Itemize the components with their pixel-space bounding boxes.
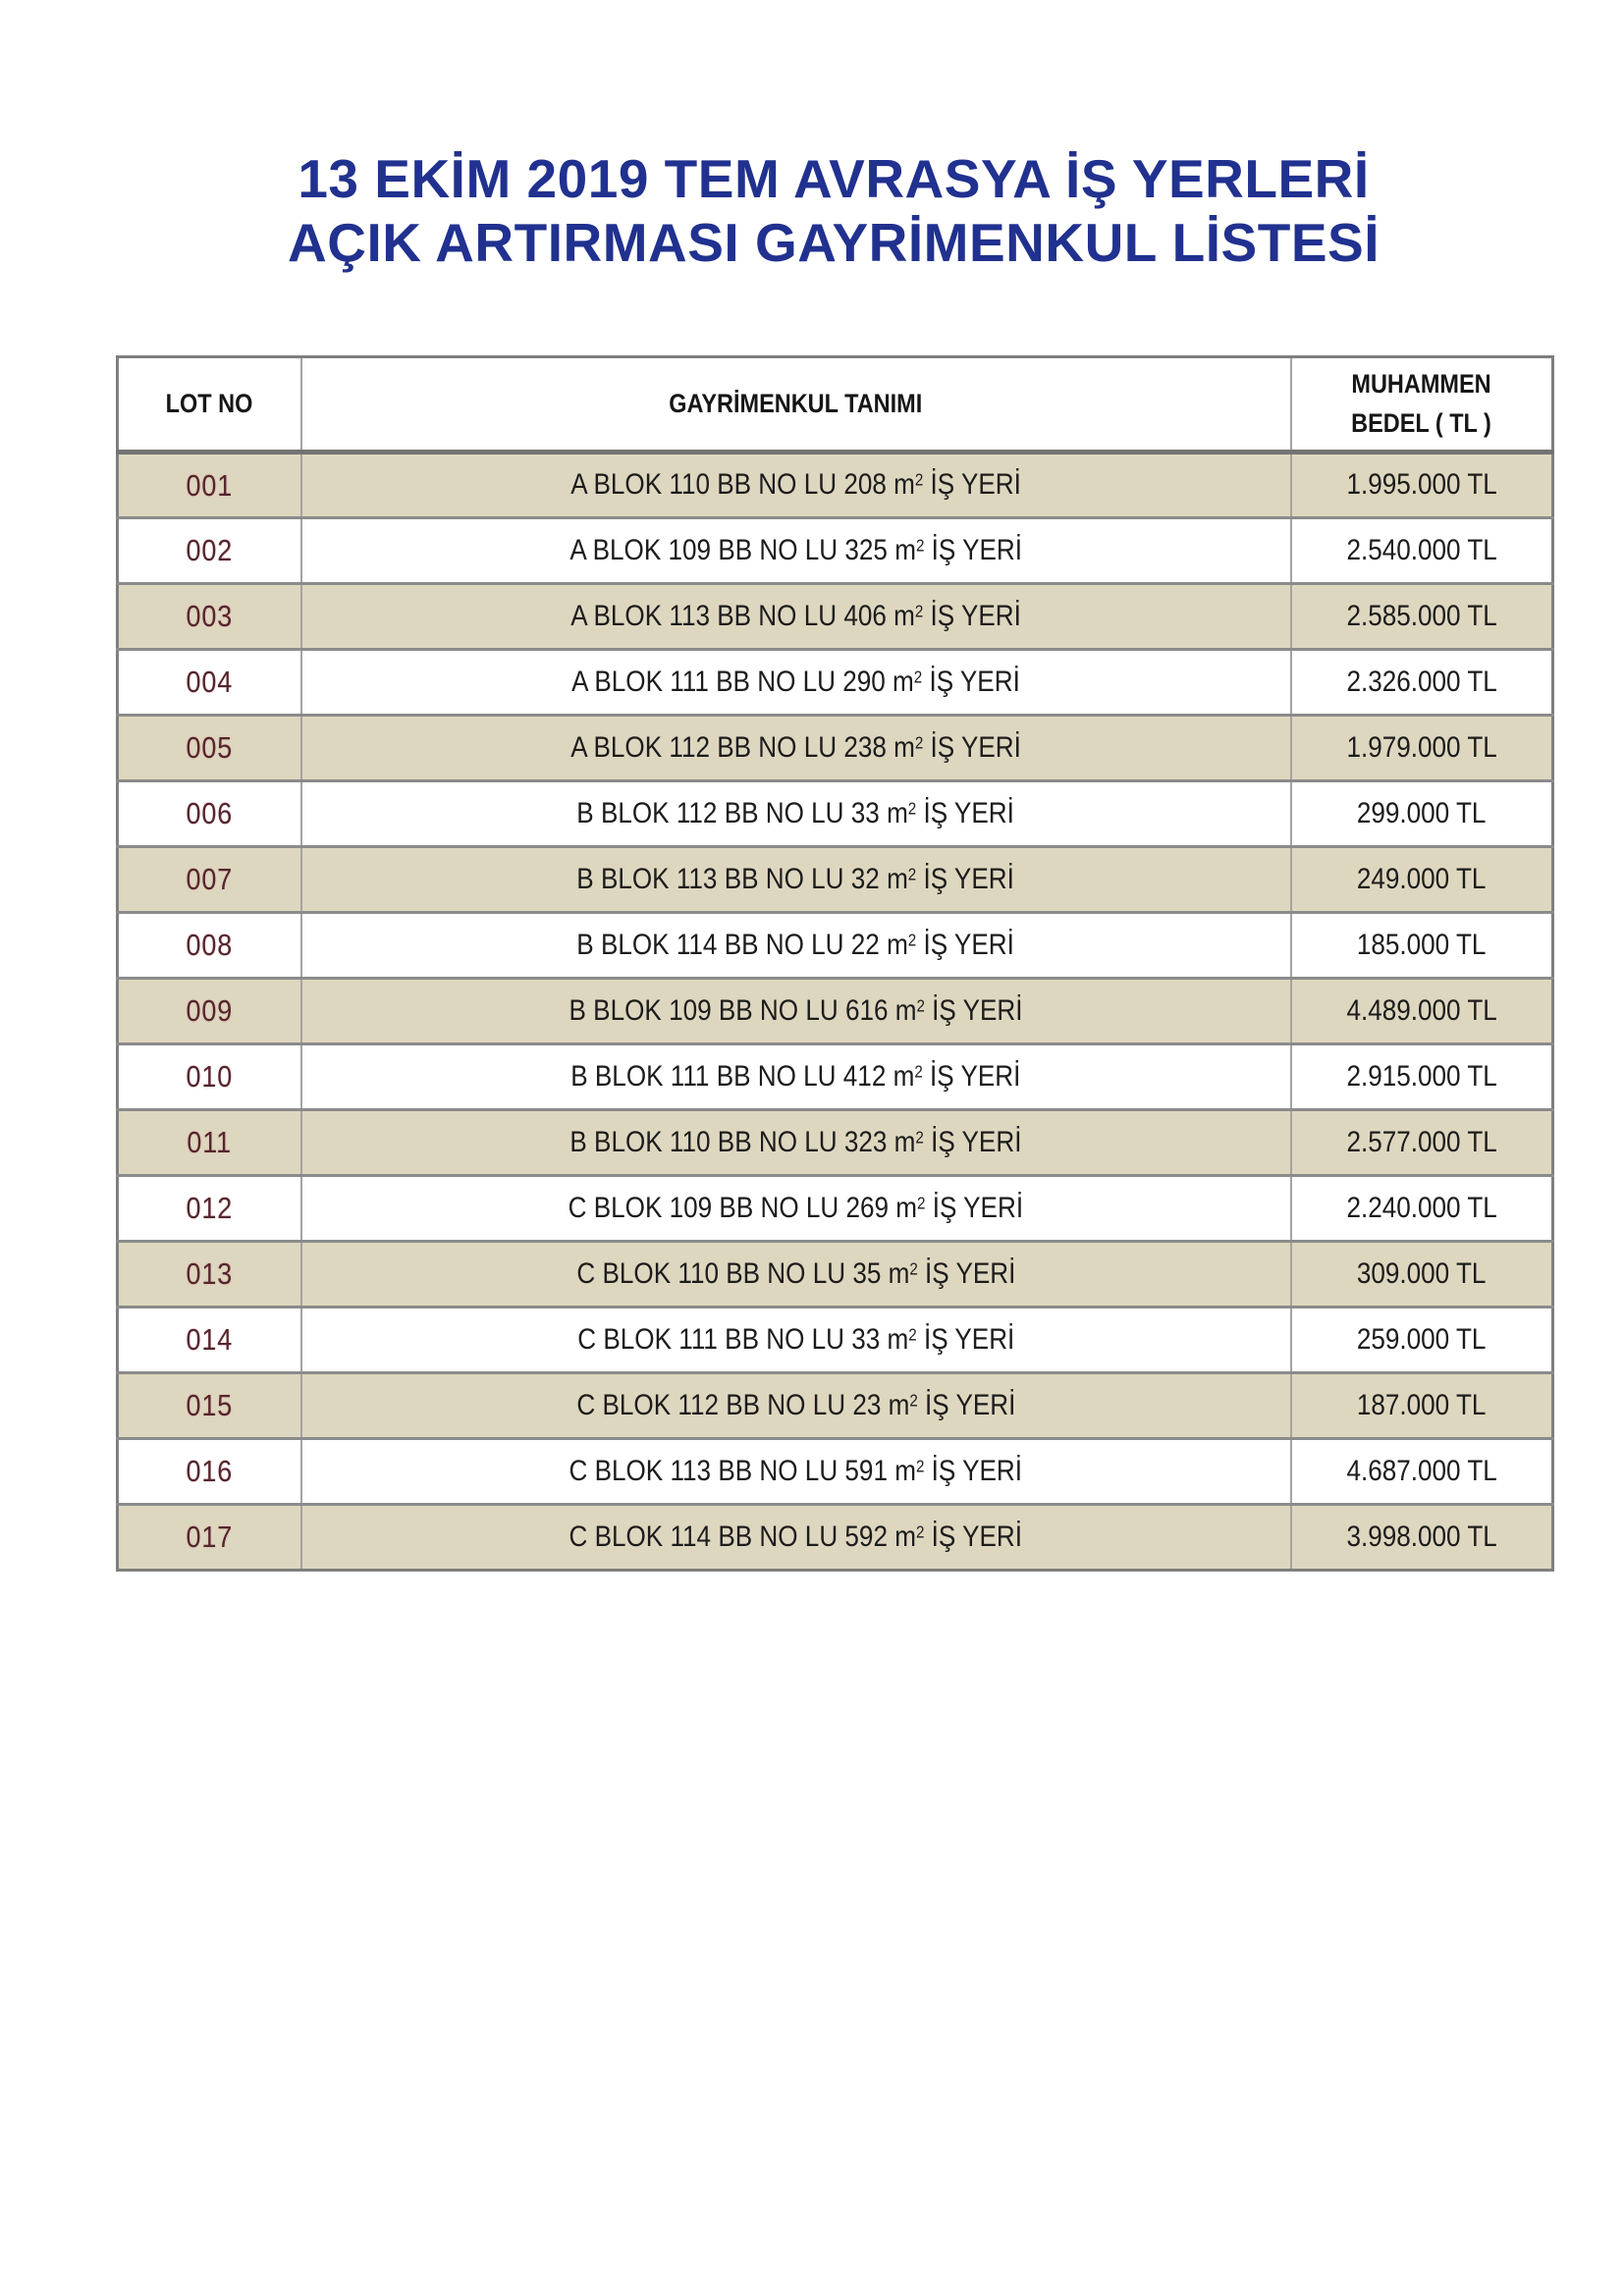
table-row [118, 1308, 1553, 1373]
property-description-cell [301, 1044, 1291, 1110]
property-description-cell [301, 1439, 1291, 1505]
lot-number: 013 [186, 1256, 234, 1291]
lot-number: 001 [186, 467, 234, 503]
square-meter-superscript: 2 [914, 601, 924, 621]
appraisal-value: 3.998.000 TL [1346, 1520, 1497, 1553]
title-line-1: 13 EKİM 2019 TEM AVRASYA İŞ YERLERİ [298, 148, 1370, 209]
column-header-muhammen-bedel [1291, 357, 1553, 453]
lot-number: 014 [186, 1322, 234, 1357]
appraisal-value: 2.240.000 TL [1346, 1191, 1497, 1224]
property-description-cell [301, 913, 1291, 979]
property-description-cell [301, 1242, 1291, 1308]
property-description: B BLOK 112 BB NO LU 33 $m^2$ İŞ YERİ [576, 796, 1015, 829]
property-description: A BLOK 112 BB NO LU 238 $m^2$ İŞ YERİ [570, 730, 1021, 764]
table-row [118, 1505, 1553, 1571]
appraisal-value: 259.000 TL [1356, 1322, 1487, 1356]
appraisal-value: 1.995.000 TL [1346, 468, 1497, 502]
table-row [118, 584, 1553, 650]
document-title [116, 147, 1551, 275]
appraisal-value: 4.489.000 TL [1346, 993, 1497, 1027]
lot-number-cell [118, 584, 301, 650]
property-description-cell [301, 847, 1291, 913]
title-line-2: AÇIK ARTIRMASI GAYRİMENKUL LİSTESİ [288, 212, 1380, 273]
square-meter-superscript: 2 [907, 1324, 917, 1345]
lots-table [116, 355, 1554, 1572]
appraisal-value-cell [1291, 1110, 1553, 1176]
appraisal-value-cell [1291, 650, 1553, 716]
appraisal-value-cell [1291, 518, 1553, 584]
property-description: B BLOK 110 BB NO LU 323 $m^2$ İŞ YERİ [569, 1125, 1022, 1158]
square-meter-superscript: 2 [908, 930, 917, 950]
appraisal-value-cell [1291, 1308, 1553, 1373]
appraisal-value: 299.000 TL [1356, 796, 1487, 829]
square-meter-superscript: 2 [914, 732, 924, 753]
appraisal-value: 2.915.000 TL [1346, 1059, 1497, 1093]
property-description-cell [301, 1505, 1291, 1571]
property-description-cell [301, 1308, 1291, 1373]
appraisal-value-cell [1291, 1373, 1553, 1439]
table-row [118, 1176, 1553, 1242]
appraisal-value: 2.540.000 TL [1346, 533, 1497, 566]
table-row [118, 1439, 1553, 1505]
appraisal-value-cell [1291, 1242, 1553, 1308]
lot-number-cell [118, 716, 301, 781]
square-meter-superscript: 2 [913, 667, 923, 687]
square-meter-superscript: 2 [914, 469, 924, 490]
lot-number: 003 [186, 599, 234, 633]
property-description: B BLOK 114 BB NO LU 22 $m^2$ İŞ YERİ [576, 928, 1015, 961]
lot-number-cell [118, 847, 301, 913]
lot-number: 004 [186, 665, 234, 699]
property-description: A BLOK 110 BB NO LU 208 $m^2$ İŞ YERİ [570, 468, 1021, 502]
table-row [118, 913, 1553, 979]
lot-number: 011 [187, 1125, 233, 1159]
appraisal-value-cell [1291, 1439, 1553, 1505]
property-description-cell [301, 584, 1291, 650]
appraisal-value-cell [1291, 913, 1553, 979]
property-description: C BLOK 113 BB NO LU 591 $m^2$ İŞ YERİ [568, 1454, 1023, 1487]
appraisal-value-cell [1291, 1044, 1553, 1110]
property-description: C BLOK 112 BB NO LU 23 $m^2$ İŞ YERİ [575, 1388, 1015, 1421]
appraisal-value: 2.326.000 TL [1346, 665, 1497, 698]
square-meter-superscript: 2 [908, 864, 917, 884]
table-header-row [118, 357, 1553, 453]
property-description: C BLOK 111 BB NO LU 33 $m^2$ İŞ YERİ [576, 1322, 1015, 1356]
lot-number-cell [118, 1110, 301, 1176]
column-header-gayrimenkul-tanimi-label: GAYRİMENKUL TANIMI [669, 388, 923, 418]
lot-number: 016 [186, 1454, 234, 1488]
appraisal-value: 2.577.000 TL [1346, 1125, 1497, 1158]
lot-number: 005 [186, 730, 234, 765]
lot-number-cell [118, 1242, 301, 1308]
table-row [118, 979, 1553, 1044]
lot-number: 002 [186, 533, 234, 567]
property-description: C BLOK 114 BB NO LU 592 $m^2$ İŞ YERİ [568, 1520, 1023, 1553]
property-description: B BLOK 111 BB NO LU 412 $m^2$ İŞ YERİ [570, 1059, 1021, 1093]
property-description-cell [301, 650, 1291, 716]
square-meter-superscript: 2 [908, 1390, 918, 1411]
lot-number-cell [118, 1505, 301, 1571]
table-row [118, 781, 1553, 847]
table-row [118, 453, 1553, 518]
property-description: A BLOK 113 BB NO LU 406 $m^2$ İŞ YERİ [570, 599, 1021, 632]
table-row [118, 1110, 1553, 1176]
column-header-gayrimenkul-tanimi [301, 357, 1291, 453]
square-meter-superscript: 2 [916, 995, 925, 1016]
lots-table-body [118, 453, 1553, 1571]
square-meter-superscript: 2 [915, 1127, 924, 1148]
property-description-cell [301, 781, 1291, 847]
table-row [118, 1242, 1553, 1308]
appraisal-value-cell [1291, 453, 1553, 518]
appraisal-value: 185.000 TL [1356, 928, 1487, 961]
lot-number-cell [118, 913, 301, 979]
lot-number-cell [118, 781, 301, 847]
appraisal-value: 249.000 TL [1356, 862, 1487, 895]
property-description-cell [301, 716, 1291, 781]
appraisal-value-cell [1291, 716, 1553, 781]
lot-number-cell [118, 518, 301, 584]
column-header-muhammen-bedel-label: MUHAMMEN BEDEL ( TL ) [1351, 369, 1492, 438]
lot-number: 017 [186, 1520, 234, 1554]
appraisal-value: 2.585.000 TL [1346, 599, 1497, 632]
lot-number-cell [118, 1439, 301, 1505]
lot-number-cell [118, 650, 301, 716]
property-description-cell [301, 518, 1291, 584]
property-description: C BLOK 109 BB NO LU 269 $m^2$ İŞ YERİ [568, 1191, 1024, 1224]
property-description: B BLOK 109 BB NO LU 616 $m^2$ İŞ YERİ [568, 993, 1023, 1027]
column-header-lot-no-label: LOT NO [165, 388, 253, 418]
property-description-cell [301, 1110, 1291, 1176]
property-description: B BLOK 113 BB NO LU 32 $m^2$ İŞ YERİ [576, 862, 1015, 895]
appraisal-value-cell [1291, 847, 1553, 913]
table-row [118, 1373, 1553, 1439]
property-description-cell [301, 979, 1291, 1044]
appraisal-value: 187.000 TL [1356, 1388, 1487, 1421]
appraisal-value: 4.687.000 TL [1346, 1454, 1497, 1487]
lot-number-cell [118, 1044, 301, 1110]
lot-number-cell [118, 453, 301, 518]
square-meter-superscript: 2 [908, 1258, 918, 1279]
appraisal-value-cell [1291, 1176, 1553, 1242]
lot-number: 012 [186, 1191, 234, 1225]
property-description-cell [301, 1373, 1291, 1439]
square-meter-superscript: 2 [914, 1061, 923, 1082]
lot-number-cell [118, 1308, 301, 1373]
table-row [118, 650, 1553, 716]
table-row [118, 716, 1553, 781]
property-description: A BLOK 111 BB NO LU 290 $m^2$ İŞ YERİ [571, 665, 1020, 698]
property-description: C BLOK 110 BB NO LU 35 $m^2$ İŞ YERİ [575, 1256, 1015, 1290]
appraisal-value-cell [1291, 979, 1553, 1044]
lot-number: 008 [186, 928, 234, 962]
square-meter-superscript: 2 [916, 1522, 925, 1542]
lot-number: 009 [186, 993, 234, 1028]
table-row [118, 518, 1553, 584]
table-row [118, 847, 1553, 913]
lot-number: 010 [186, 1059, 234, 1094]
square-meter-superscript: 2 [915, 535, 925, 556]
column-header-lot-no [118, 357, 301, 453]
appraisal-value: 1.979.000 TL [1346, 730, 1497, 764]
lot-number-cell [118, 1373, 301, 1439]
square-meter-superscript: 2 [916, 1456, 925, 1476]
square-meter-superscript: 2 [917, 1193, 926, 1213]
lot-number-cell [118, 1176, 301, 1242]
lot-number: 015 [186, 1388, 234, 1422]
lot-number: 006 [186, 796, 234, 830]
appraisal-value-cell [1291, 1505, 1553, 1571]
lot-number-cell [118, 979, 301, 1044]
property-description: A BLOK 109 BB NO LU 325 $m^2$ İŞ YERİ [569, 533, 1022, 566]
property-description-cell [301, 453, 1291, 518]
table-row [118, 1044, 1553, 1110]
property-description-cell [301, 1176, 1291, 1242]
square-meter-superscript: 2 [908, 798, 917, 819]
lot-number: 007 [186, 862, 234, 896]
appraisal-value-cell [1291, 781, 1553, 847]
appraisal-value-cell [1291, 584, 1553, 650]
appraisal-value: 309.000 TL [1356, 1256, 1487, 1290]
